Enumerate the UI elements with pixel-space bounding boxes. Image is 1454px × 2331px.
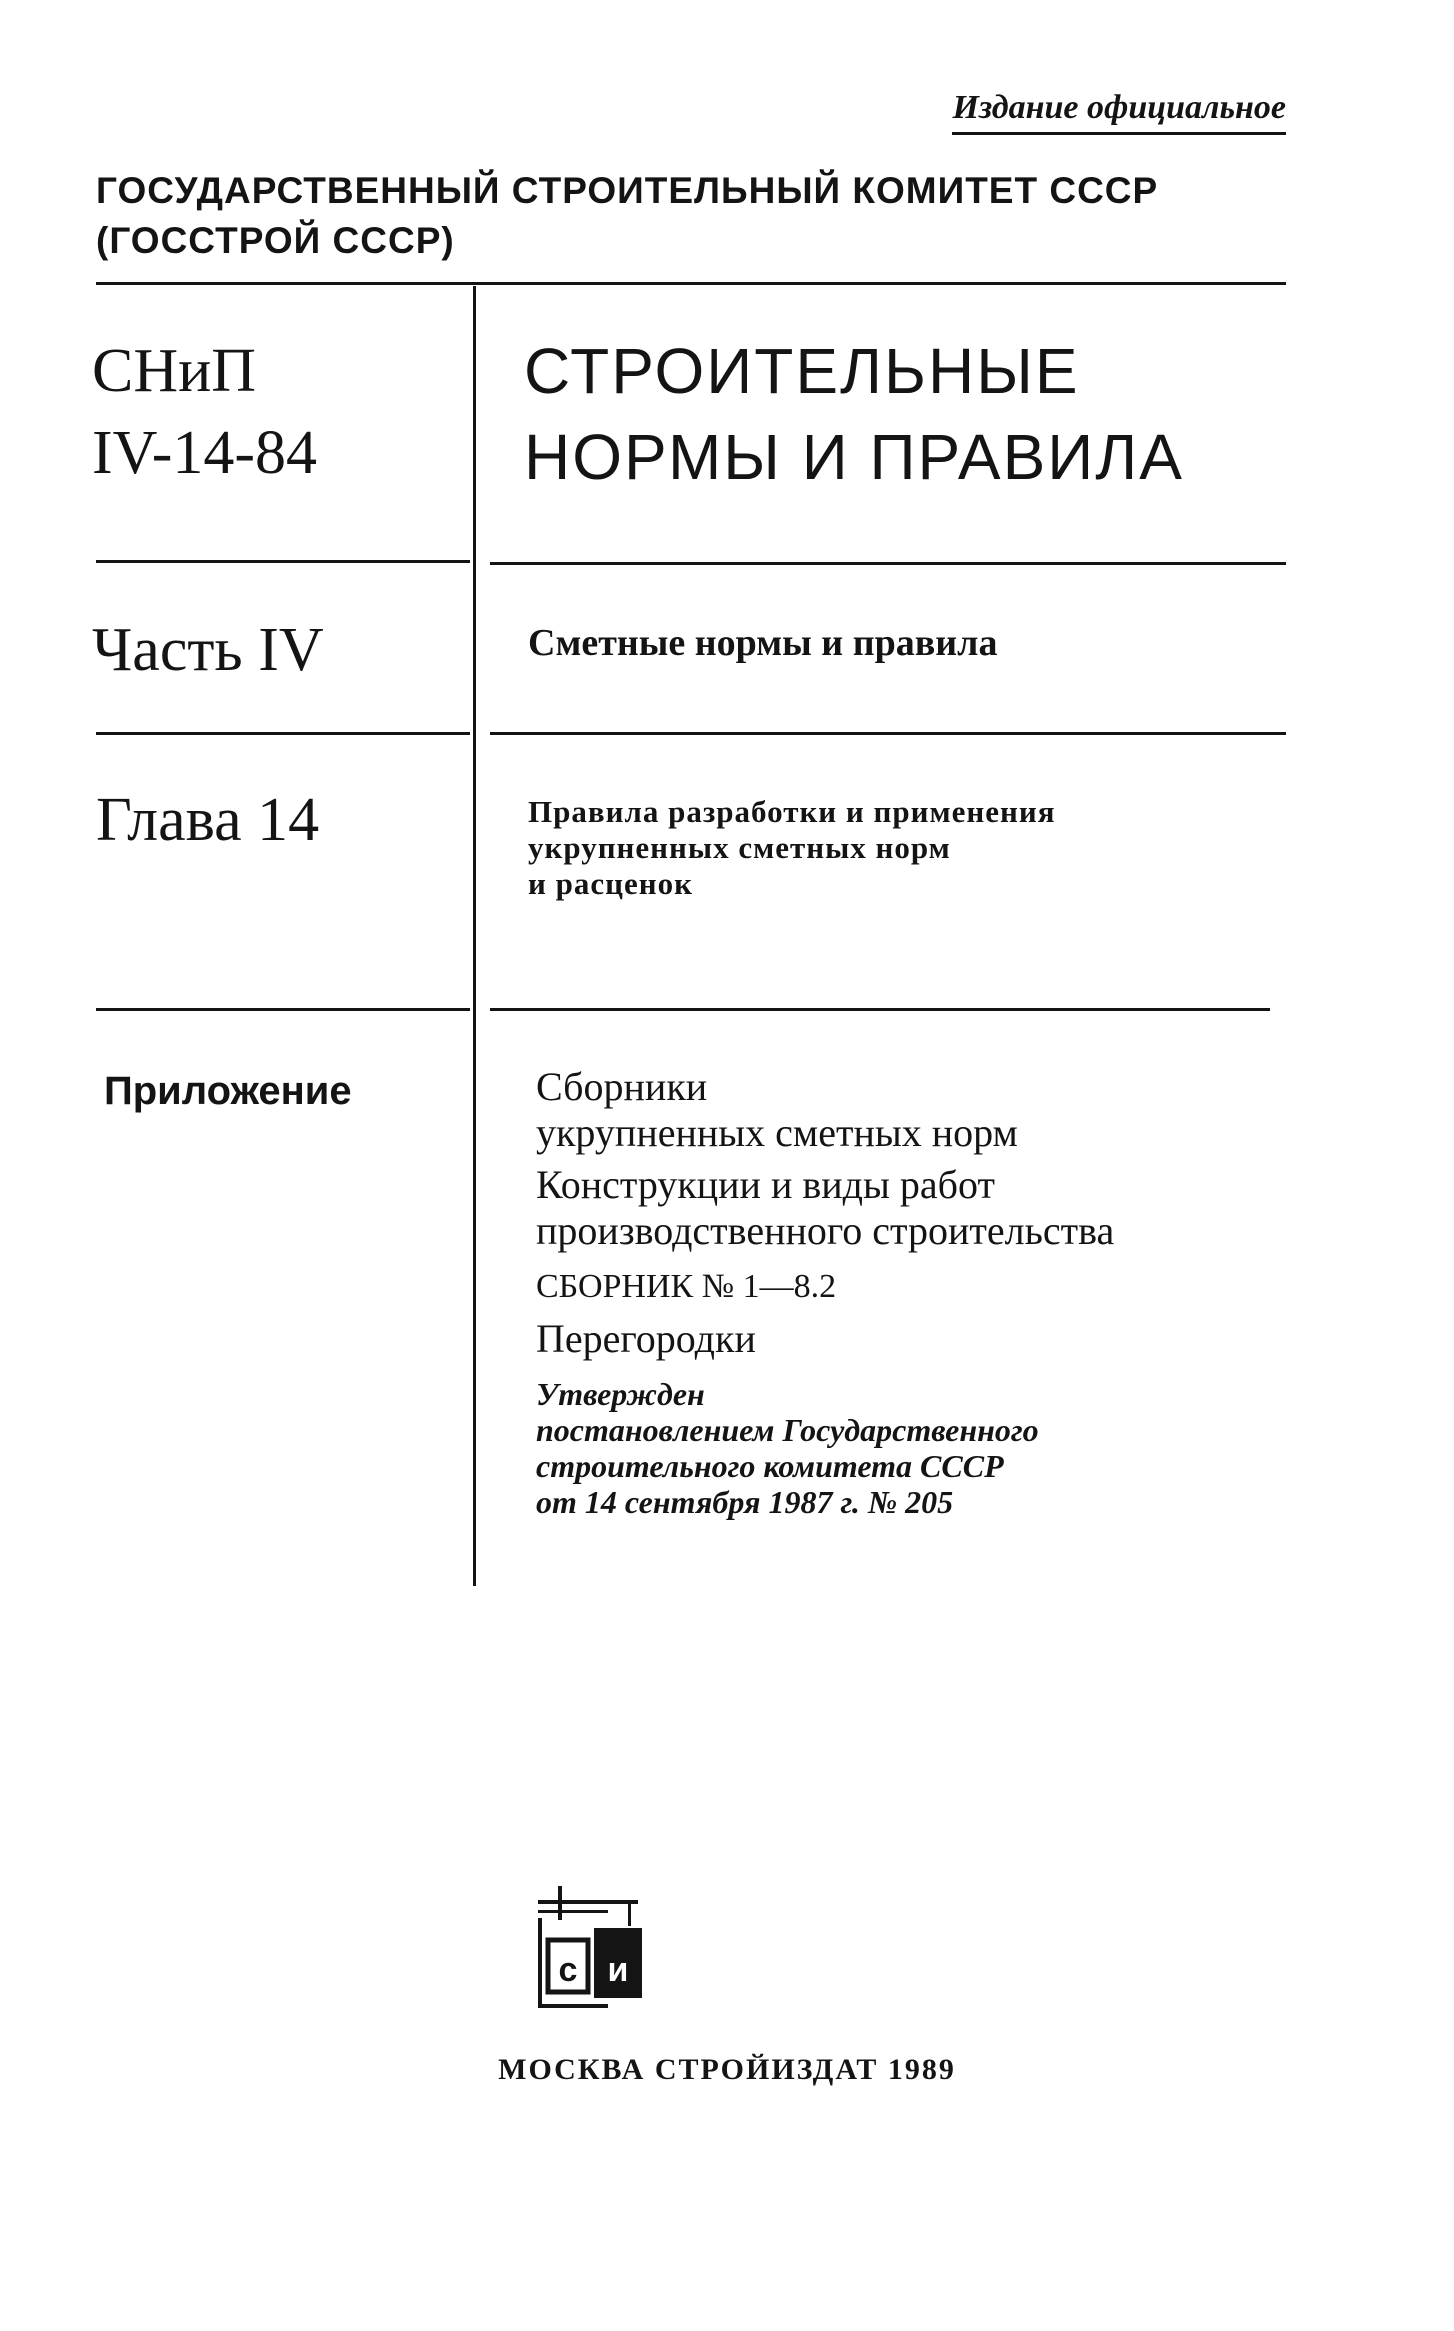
- appendix-label: Приложение: [104, 1069, 352, 1113]
- chapter-text-line: укрупненных сметных норм: [528, 830, 951, 865]
- approval-line: строительного комитета СССР: [536, 1448, 1004, 1484]
- column-divider: [473, 286, 476, 1586]
- subject-line: Конструкции и виды работ: [536, 1162, 995, 1207]
- approval-line: Утвержден: [536, 1376, 705, 1412]
- document-code-line: IV-14-84: [92, 419, 318, 487]
- divider: [490, 1008, 1270, 1011]
- heading-line: СТРОИТЕЛЬНЫЕ: [524, 335, 1080, 407]
- divider: [490, 562, 1286, 565]
- approval-line: от 14 сентября 1987 г. № 205: [536, 1484, 954, 1520]
- publisher-imprint: МОСКВА СТРОЙИЗДАТ 1989: [498, 2053, 956, 2086]
- collection-number: СБОРНИК № 1—8.2: [536, 1268, 837, 1305]
- document-heading: [524, 328, 1184, 500]
- committee-line: (ГОССТРОЙ СССР): [96, 220, 455, 261]
- committee-title: [96, 166, 1296, 266]
- appendix-block: [536, 1064, 1114, 1520]
- divider: [490, 732, 1286, 735]
- svg-text:и: и: [607, 1951, 629, 1989]
- chapter-text: [528, 794, 1055, 902]
- collection-line: Сборники: [536, 1064, 708, 1109]
- chapter-text-line: и расценок: [528, 866, 693, 901]
- document-code-line: СНиП: [92, 337, 257, 405]
- divider: [96, 282, 1286, 285]
- divider: [96, 560, 470, 563]
- approval-line: постановлением Государственного: [536, 1412, 1039, 1448]
- svg-text:с: с: [558, 1951, 578, 1989]
- collection-title: Перегородки: [536, 1316, 756, 1361]
- part-label: Часть IV: [92, 616, 324, 684]
- divider: [96, 732, 470, 735]
- committee-line: ГОСУДАРСТВЕННЫЙ СТРОИТЕЛЬНЫЙ КОМИТЕТ СССР: [96, 170, 1159, 211]
- edition-note: Издание официальное: [952, 88, 1286, 135]
- chapter-label: Глава 14: [96, 786, 320, 854]
- part-text: Сметные нормы и правила: [528, 622, 998, 664]
- heading-line: НОРМЫ И ПРАВИЛА: [524, 421, 1184, 493]
- collection-line: укрупненных сметных норм: [536, 1110, 1018, 1155]
- divider: [96, 1008, 470, 1011]
- subject-line: производственного строительства: [536, 1208, 1115, 1253]
- stroyizdat-crane-logo-icon: [538, 1880, 668, 2010]
- document-code: [92, 330, 317, 494]
- chapter-text-line: Правила разработки и применения: [528, 794, 1056, 829]
